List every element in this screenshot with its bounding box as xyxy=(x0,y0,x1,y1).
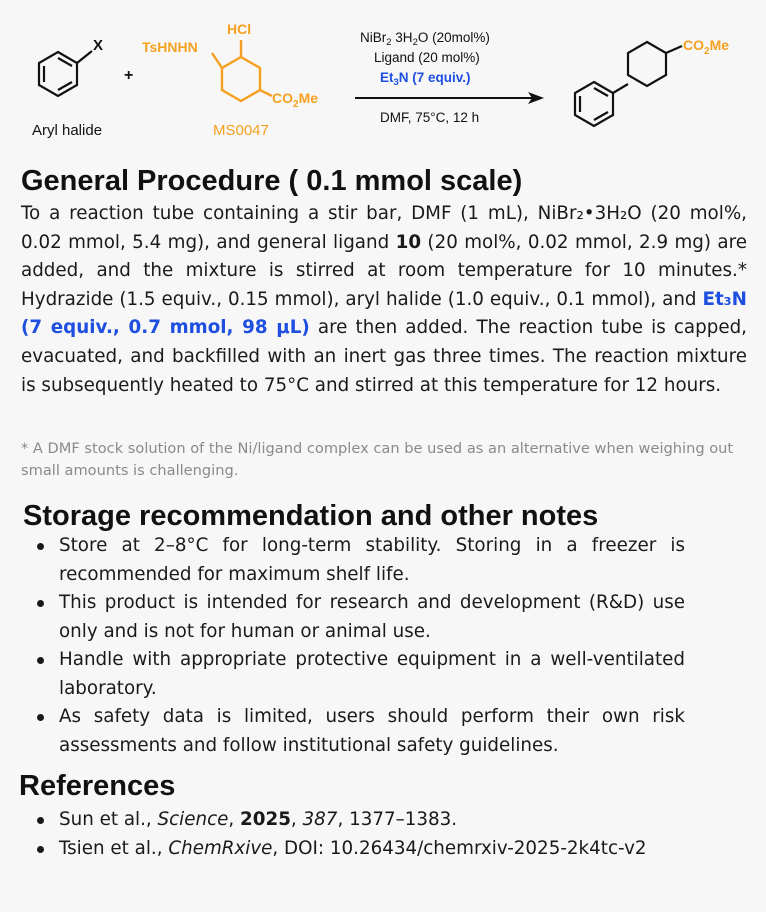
condition-solvent: DMF, 75°C, 12 h xyxy=(380,110,480,125)
references-list xyxy=(37,806,667,863)
product-structure xyxy=(575,42,682,126)
base-highlight: Et₃N (7 equiv., 0.7 mmol, 98 μL) xyxy=(21,288,747,339)
hydrazide-structure xyxy=(212,40,272,101)
hydrazide-group: TsHNHN xyxy=(142,39,198,55)
hcl-label: HCl xyxy=(227,21,252,37)
list-item: Store at 2–8°C for long-term stability. Storing in a freezer is recommended for maximum shelf life. xyxy=(37,532,685,589)
list-item: This product is intended for research and development (R&D) use only and is not for human or animal use. xyxy=(37,589,685,646)
list-item: As safety data is limited, users should perform their own risk assessments and follow institutional safety guidelines. xyxy=(37,703,685,760)
footnote: * A DMF stock solution of the Ni/ligand complex can be used as an alternative when weighing out small amounts is challenging. xyxy=(21,440,734,479)
reaction-scheme xyxy=(0,0,766,160)
ligand-number: 10 xyxy=(395,231,422,253)
aryl-halide-label: Aryl halide xyxy=(32,122,103,139)
condition-ligand: Ligand (20 mol%) xyxy=(374,50,480,65)
plus-sign: + xyxy=(124,67,134,84)
reference-item: Tsien et al., ChemRxive, DOI: 10.26434/chemrxiv-2025-2k4tc-v2 xyxy=(37,835,667,864)
condition-catalyst: NiBr$_2$ $3H_2O$ (20mol%) xyxy=(360,30,490,48)
aryl-halide-x: X xyxy=(93,37,104,54)
hydrazide-ester: $CO_2Me$ xyxy=(272,90,319,110)
general-procedure-text: To a reaction tube containing a stir bar, DMF (1 mL), NiBr₂•3H₂O (20 mol%, 0.02 mmol, 5.4 mg), and general ligand 10 (20 mol%, 0.02 mmol, 2.9 mg) are added, and the mixture is stirred at room temperature for 10 minutes.* Hydrazide (1.5 equiv., 0.15 mmol), aryl halide (1.0 equiv., 0.1 mmol), and Et₃N (7 equiv., 0.7 mmol, 98 μL) are then added. The reaction tube is capped, evacuated, and backfilled with an inert gas three times. The reaction mixture is subsequently heated to 75°C and stirred at this temperature for 12 hours. xyxy=(21,203,747,396)
reaction-arrow xyxy=(355,92,544,104)
list-item: Handle with appropriate protective equipment in a well-ventilated laboratory. xyxy=(37,646,685,703)
condition-base: $Et_3N$ (7 equiv.) xyxy=(380,70,471,88)
references-heading: References xyxy=(19,770,176,802)
product-ester: $CO_2Me$ xyxy=(683,37,730,57)
storage-heading: Storage recommendation and other notes xyxy=(23,500,599,532)
product-code: MS0047 xyxy=(213,122,269,139)
aryl-halide-structure xyxy=(39,51,92,96)
storage-list xyxy=(37,532,685,760)
general-procedure-heading: General Procedure ( 0.1 mmol scale) xyxy=(21,165,523,197)
reference-item: Sun et al., Science, 2025, 387, 1377–1383. xyxy=(37,806,667,835)
